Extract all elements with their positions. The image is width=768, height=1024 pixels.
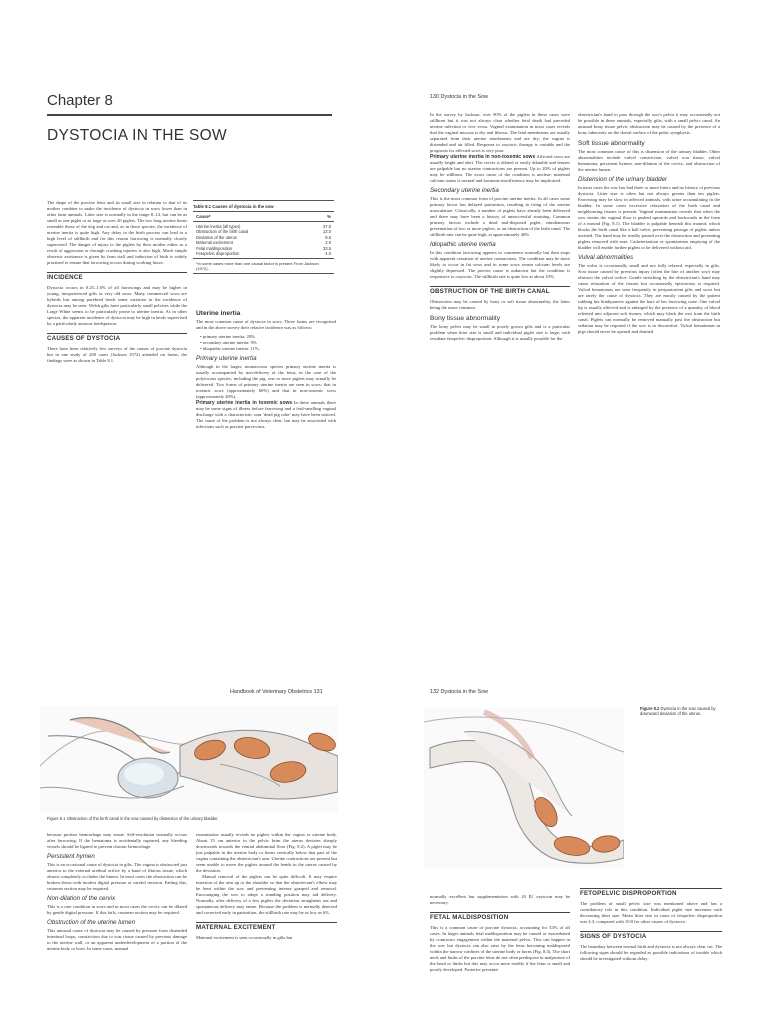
idiopathic-inertia-paragraph: In this condition farrowing appears to commence normally but then stops with apparent cessation of uterine contractions. The condition may be more likely to occur in fat sows and in some sows serum calcium levels are slightly depressed. The precise cause is unknown but the condition is responsive to oxytocin. The stillbirth rate is quite low at about 10%. — [430, 250, 570, 279]
paragraph: normally excellent but supplementation with 20 IU oxytocin may be necessary. — [430, 894, 570, 905]
maternal-excitement-paragraph: Maternal excitement is seen occasionally in gilts but — [196, 935, 293, 940]
chapter-rule — [47, 114, 332, 116]
cell-percent: 13.0 — [323, 229, 331, 235]
intro-column — [47, 200, 187, 364]
cell-percent: 9.5 — [325, 234, 331, 240]
cell-percent: 3.0 — [325, 240, 331, 246]
paragraph: obstetrician's hand to pass through the sow's pelvis it may occasionally not be possible in these animals, especially gilts, with a small pelvic canal. An unusual bony tissue pelvic obstruction may be caused by the presence of a bony tuberosity on the dorsal surface of the pubic symphysis. — [578, 112, 720, 135]
cell-cause: Deviation of the uterus — [196, 234, 237, 240]
cell-percent: 37.0 — [323, 224, 331, 229]
figure-8-1-caption: Figure 8.1 Obstruction of the birth canal in the sow caused by distension of the urinary bladder. — [47, 816, 219, 821]
running-head: 132 Dystocia in the Sow — [430, 689, 488, 695]
bony-abnormality-paragraph: The bony pelvis may be small in poorly grown gilts and is a particular problem when litter size is small and individual piglet size is large, with resultant fetopelvic disproportion. Although it is usually possible for the — [430, 324, 570, 341]
paragraph: In the survey by Jackson, over 90% of the piglets in these cases were stillborn but it was not always clear whether fetal death had preceded uterine infection or vice versa. Vaginal examination in most cases reveals that the vaginal mucosa is dry and fibrous. The fetal membranes are usually separated from their uterine attachments and are dry; the vagina is distended and air filled. Response to oxytocic therapy is variable and the prognosis for affected sows is very poor. — [430, 112, 570, 153]
chapter-title: DYSTOCIA IN THE SOW — [47, 127, 227, 144]
running-head: 130 Dystocia in the Sow — [430, 94, 488, 100]
secondary-inertia-heading: Secondary uterine inertia — [430, 187, 499, 194]
maternal-excitement-heading: MATERNAL EXCITEMENT — [196, 922, 337, 931]
list-item: • primary uterine inertia: 20% — [200, 334, 336, 340]
fetopelvic-heading: FETOPELVIC DISPROPORTION — [580, 888, 722, 897]
running-head: Handbook of Veterinary Obstetrics 131 — [230, 689, 323, 695]
fetal-maldisposition-heading: FETAL MALDISPOSITION — [430, 912, 570, 921]
persistent-hymen-paragraph: This is an occasional cause of dystocia in gilts. The vagina is obstructed just anterior to the external urethral orifice by a band of fibrous tissue, which almost completely occludes the lumen. In most cases the obstruction can be broken down with modest digital pressure or careful incision. Failing this, cesarean section may be required. — [47, 862, 187, 891]
uterine-inertia-paragraph: The most common cause of dystocia in sows. Three forms are recognised and in the above survey their relative incidence was as follows: — [196, 319, 336, 330]
page-130 — [384, 0, 768, 512]
vulval-abnormalities-heading: Vulval abnormalities — [578, 254, 634, 261]
causes-paragraph: There have been relatively few surveys of the causes of porcine dystocia but in one study of 200 cases (Jackson 1972) attended on farms, the findings were as shown in Table 8.1. — [47, 346, 187, 363]
uterine-lumen-paragraph: This unusual cause of dystocia may be caused by pressure from distended intestinal loops, constriction due to scar tissue caused by previous damage to the uterine wall, or an apparent underdevelopment of a portion of the uterine body or horn. In some cases, manual — [47, 928, 187, 951]
fetal-maldisposition-paragraph: This is a common cause of porcine dystocia, accounting for 33% of all cases. In larger animals fetal maldisposition may be caused or exacerbated by contractor engagement within the maternal pelvis. This can happen in the sow but dystocia can also arise by the fetus becoming maldisposed within the narrow confines of the uterine body or horns (Fig. 8.3). The short neck and limbs of the porcine fetus do not often predispose to malposture of the head or limbs but this may occur more readily if the fetus is small and poorly developed. Posterior presenta- — [430, 925, 570, 972]
cell-percent: 33.5 — [323, 245, 331, 251]
uterine-lumen-heading: Obstruction of the uterine lumen — [47, 919, 136, 926]
paragraph: Manual removal of the piglets can be quite difficult. It may require insertion of the arm up to the shoulder so that the obstetrician's elbow may be bent within the sow and preventing intense grasped and removal. Encouraging the sow to adopt a standing position may aid delivery. Normally, after delivery of a few piglets the deviation straightens out and spontaneous delivery may ensue. Because the problem is normally detected and corrected early in parturition, the stillbirth rate may be as low as 6%. — [196, 874, 337, 915]
nontoxemic-label: Primary uterine inertia in non-toxemic sows — [430, 154, 536, 160]
toxemic-paragraph: In these animals there may be some signs of illness before farrowing and a foul-smelling vaginal discharge with a characteristic sour 'dead pig odor' may have been noticed. The cause of the problem is not always clear, but may be associated with infections such as porcine parvovirus. — [196, 400, 337, 429]
paragraph: examination usually reveals no piglets within the vagina or uterine body. About 15 cm anterior to the pelvic brim the uterus deviates sharply downwards towards the ventral abdominal floor (Fig. 8.2). A piglet may be just palpable in the uterine body or horns vertically below that part of the vagina containing the obstetrician's arm. Uterine contractions are present but seem unable to move the piglets around the bends in the uterus caused by the deviation. — [196, 832, 337, 873]
page-132 — [384, 512, 768, 1024]
bladder-distension-heading: Distension of the urinary bladder — [578, 176, 668, 183]
figure-uterine-deviation — [424, 708, 624, 868]
intro-paragraph: The shape of the porcine fetus and its small size in relation to that of its mother combine to make the incidence of dystocia in sows lower than in other farm animals. Litter size is normally in the range 8–14, but can be as small as one piglet or as large as over 20 piglets. The two long uterine horns resemble those of the dog and cat and, as in those species, the incidence of uterine inertia is quite high. Any delay in the birth process can lead to a high level of stillbirth and for this reason farrowing is normally closely supervised. The danger of injury to the piglets by their mother either as a result of aggression or through crushing injuries is also high. Much simple obstetric assistance is given by farm staff and induction of birth is widely practised to ensure that farrowing occurs during working hours. — [47, 200, 187, 265]
inertia-type-list — [200, 334, 336, 352]
persistent-hymen-heading: Persistent hymen — [47, 853, 95, 860]
nontoxemic-paragraph: Affected sows are usually bright and alert. The cervix is dilated or easily dilatable and fetuses are palpable but no uterine contractions are present. Up to 20% of piglets may be stillborn. The exact cause of the condition is unclear: maternal calcium status is normal and hormone insufficiency may be implicated. — [430, 154, 571, 183]
table-row — [193, 251, 334, 256]
incidence-paragraph: Dystocia occurs in 0.25–1.0% of all farrowings and may be higher in young, inexperienced gilts or very old sows. Many commercial sows are hybrids but among purebred herds some variation in the incidence of dystocia may be seen. Welsh gilts have particularly small pelvises while the Large White seems to be particularly prone to uterine inertia. As in other species, the apparent incidence of dystocia may be high in herds supervised by a particularly anxious herdsperson. — [47, 285, 187, 326]
cell-cause: Fetal maldisposition — [196, 245, 233, 251]
page-131 — [0, 512, 384, 1024]
primary-inertia-paragraph: Although in the larger, monotocous species primary uterine inertia is usually accompanied by non-delivery of the fetus, in the case of the polytocous species, including the pig, one or more piglets may actually be delivered. Two forms of primary uterine inertia are seen in sows: that in toxemic sows (approximately 60%) and that in non-toxemic sows (approximately 40%). — [196, 364, 336, 399]
signs-of-dystocia-paragraph: The boundary between normal birth and dystocia is not always clear cut. The following signs should be regarded as possible indications of trouble which should be investigated without delay: — [580, 944, 722, 961]
signs-of-dystocia-heading: SIGNS OF DYSTOCIA — [580, 931, 722, 940]
paragraph: because profuse hemorrhage may ensue. Self-resolution normally occurs after farrowing. If the hematoma is accidentally ruptured, any bleeding vessels should be ligated to prevent chronic hemorrhage. — [47, 832, 187, 849]
table-header — [193, 212, 334, 222]
cell-cause: Maternal excitement — [196, 240, 233, 246]
column-right — [580, 882, 722, 962]
table-causes-of-dystocia — [193, 200, 334, 274]
obstruction-paragraph: Obstruction may be caused by bony or soft tissue abnormality, the latter being the more common. — [430, 299, 570, 310]
column-right — [578, 112, 720, 335]
uterine-inertia-column — [196, 306, 336, 430]
bladder-distension-paragraph: In most cases the sow has had three or more litters and no history of previous dystocia. Litter size is often but not always greater than ten piglets. Farrowing may be slow in affected animals, with urine accumulating in the bladder. In some cases excessive relaxation of the birth canal and neighbouring tissues is present. Vaginal examination reveals that when the sow strains the vaginal floor is pushed upwards and backwards in the form of a mound (Fig. 8.1). The bladder is palpable beneath this mound, which blocks the birth canal like a ball valve, preventing passage of piglets unless assisted. The hand may be readily passed over the obstruction and presenting piglets removed with ease. Catheterization or spontaneous emptying of the bladder will enable further piglets to be delivered without aid. — [578, 185, 720, 250]
cell-cause: Obstruction of the birth canal — [196, 229, 249, 235]
chapter-label: Chapter 8 — [47, 92, 113, 109]
idiopathic-inertia-heading: Idiopathic uterine inertia — [430, 241, 496, 248]
vulval-abnormalities-paragraph: The vulva is occasionally small and not fully relaxed, especially in gilts. Scar tissue caused by previous injury (often the bite of another sow) may obstruct the vulval orifice. Gentle stretching by the obstetrician's hand may cause relaxation of the tissues but occasionally episiotomy is required. Vulval hematomas are seen frequently in periparturient gilts and sows but are rarely the cause of dystocia. They are mostly caused by the patient rubbing her hindquarters against the bars of her farrowing crate. One vulval lip is usually affected and is enlarged by the presence of a quantity of blood released into adjacent soft tissues, which may black the exit from the birth canal. Piglets can normally be removed manually past the obstruction but sedation may be required if the sow is in discomfort. Vulval hematomas in pigs should never be opened and drained — [578, 263, 720, 334]
table-body — [193, 222, 334, 259]
primary-inertia-heading: Primary uterine inertia — [196, 355, 257, 362]
cell-percent: 4.0 — [325, 251, 331, 257]
cell-cause: Fetopelvic disproportion — [196, 251, 240, 257]
figure-bladder-obstruction — [40, 706, 338, 812]
list-item: • secondary uterine inertia: 9% — [200, 340, 336, 346]
cervix-heading: Non-dilation of the cervix — [47, 895, 116, 902]
table-footnote: *In some cases more than one causal factor is present From Jackson (1972). — [193, 259, 334, 274]
figure-8-2-caption — [640, 706, 726, 716]
secondary-inertia-paragraph: This is the most common form of porcine uterine inertia. In all cases some primary factor has delayed parturition, resulting in tiring of the uterine musculature. Classically, a number of piglets have already been delivered and there may have been a history of unsuccessful straining. Common primary factors include a dead mal-disposed piglet, simultaneous presentation of two or more piglets, or an obstruction of the birth canal. The stillbirth rate can be quite high, at approximately 40%. — [430, 196, 570, 237]
figure-caption-label: Figure 8.2 — [640, 706, 660, 711]
column-right — [196, 832, 337, 941]
bony-abnormality-heading: Bony tissue abnormality — [430, 315, 501, 322]
obstruction-heading: OBSTRUCTION OF THE BIRTH CANAL — [430, 286, 570, 295]
column-left — [430, 112, 570, 342]
list-item: • idiopathic uterine inertia: 11%. — [200, 346, 336, 352]
incidence-heading: INCIDENCE — [47, 272, 187, 281]
page-chapter-8 — [0, 0, 384, 512]
table-title: Table 8.1 Causes of dystocia in the sow — [193, 201, 334, 212]
column-left — [47, 832, 187, 952]
column-left — [430, 894, 570, 973]
soft-tissue-paragraph: The most common cause of this is distension of the urinary bladder. Other abnormalities include vulval constriction, vulval scar tissue, vulval hematoma, persistent hymen, non-dilation of the cervix, and obstruction of the uterine lumen. — [578, 149, 720, 172]
table-col-cause: Cause* — [196, 214, 211, 219]
figure-caption-text: Dystocia in the sow caused by downward deviation of the uterus. — [640, 706, 716, 716]
fetopelvic-paragraph: The problem of small pelvic size was mentioned above and has a contributory role in this condition. Individual piglet size increases with decreasing litter size. Mean litter size in cases of fetopelvic disproportion was 4.3, compared with 10.8 for other causes of dystocia. — [580, 901, 722, 924]
toxemic-label: Primary uterine inertia in toxemic sows — [196, 400, 293, 406]
table-col-percent: % — [327, 214, 331, 219]
soft-tissue-heading: Soft tissue abnormality — [578, 140, 645, 147]
causes-heading: CAUSES OF DYSTOCIA — [47, 333, 187, 342]
uterine-inertia-heading: Uterine inertia — [196, 310, 241, 317]
cell-cause: Uterine inertia (all types) — [196, 224, 241, 229]
cervix-paragraph: This is a rare condition in sows and in most cases the cervix can be dilated by gentle digital pressure. If this fails, cesarean section may be required. — [47, 904, 187, 915]
